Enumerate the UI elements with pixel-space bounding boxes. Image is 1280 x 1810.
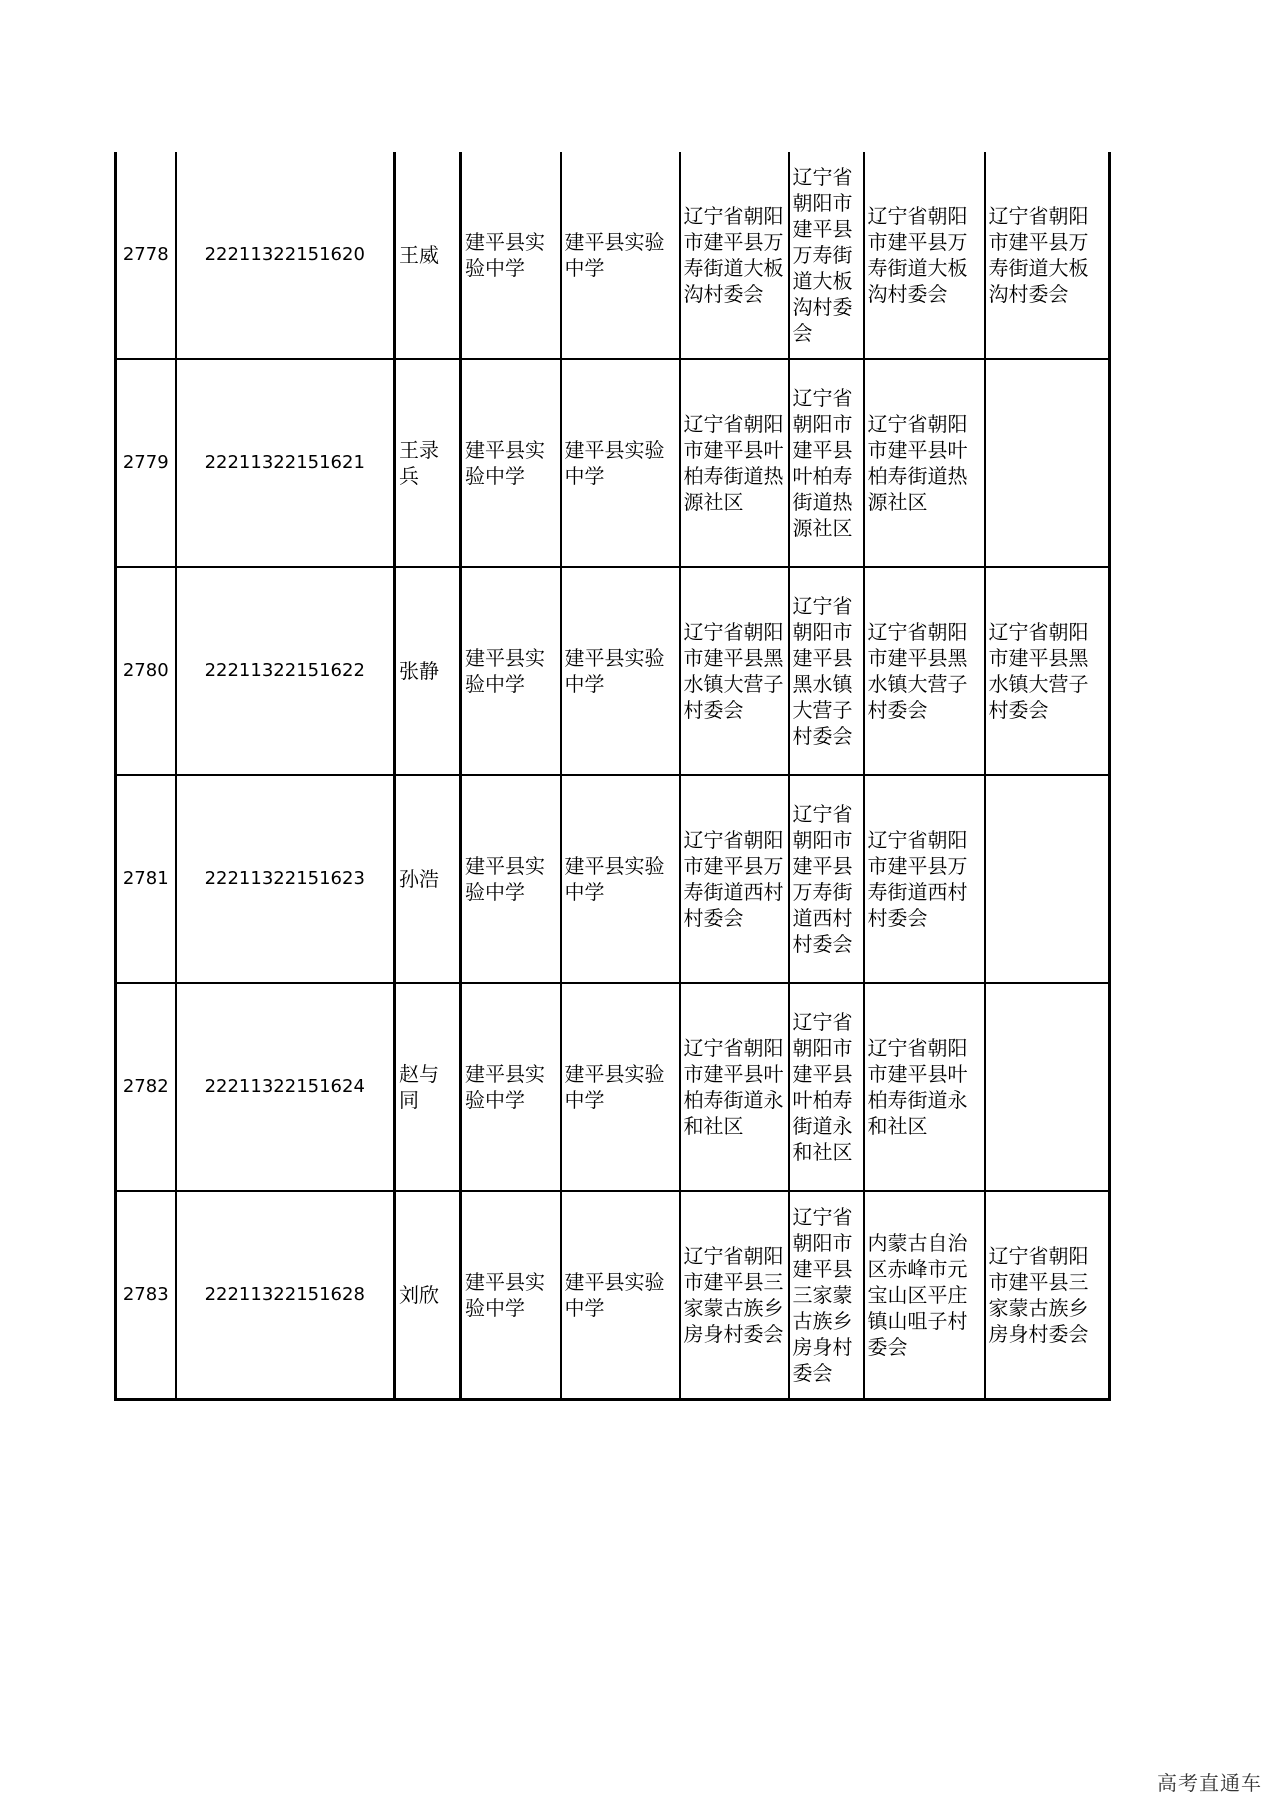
row-number-cell: 2782	[116, 983, 176, 1191]
table-row	[116, 152, 1110, 359]
row-number-cell: 2778	[116, 152, 176, 359]
table-row	[116, 359, 1110, 567]
school-name-cell: 建平县实验中学	[461, 152, 561, 359]
household-address-cell: 辽宁省朝阳市建平县三家蒙古族乡房身村委会	[680, 1191, 789, 1400]
guardian-address-cell: 辽宁省朝阳市建平县黑水镇大营子村委会	[985, 567, 1110, 775]
student-id-cell: 22211322151621	[176, 359, 395, 567]
table-row	[116, 567, 1110, 775]
student-id-cell: 22211322151623	[176, 775, 395, 983]
student-name-cell: 王录兵	[395, 359, 461, 567]
household-address-cell: 辽宁省朝阳市建平县万寿街道大板沟村委会	[680, 152, 789, 359]
home-address-cell: 辽宁省朝阳市建平县黑水镇大营子村委会	[864, 567, 985, 775]
household-address-cell: 辽宁省朝阳市建平县叶柏寿街道永和社区	[680, 983, 789, 1191]
school-name-cell: 建平县实验中学	[461, 1191, 561, 1400]
student-name-cell: 赵与同	[395, 983, 461, 1191]
household-address-cell: 辽宁省朝阳市建平县叶柏寿街道热源社区	[680, 359, 789, 567]
unit-name-cell: 建平县实验中学	[561, 359, 680, 567]
household-address-cell: 辽宁省朝阳市建平县万寿街道西村村委会	[680, 775, 789, 983]
origin-address-cell: 辽宁省朝阳市建平县万寿街道西村村委会	[789, 775, 864, 983]
guardian-address-cell	[985, 775, 1110, 983]
row-number-cell: 2779	[116, 359, 176, 567]
origin-address-cell: 辽宁省朝阳市建平县三家蒙古族乡房身村委会	[789, 1191, 864, 1400]
row-number-cell: 2780	[116, 567, 176, 775]
origin-address-cell: 辽宁省朝阳市建平县万寿街道大板沟村委会	[789, 152, 864, 359]
student-table	[114, 152, 1111, 1401]
table-row	[116, 1191, 1110, 1400]
school-name-cell: 建平县实验中学	[461, 359, 561, 567]
home-address-cell: 辽宁省朝阳市建平县万寿街道西村村委会	[864, 775, 985, 983]
table-body	[116, 152, 1110, 1400]
home-address-cell: 辽宁省朝阳市建平县万寿街道大板沟村委会	[864, 152, 985, 359]
home-address-cell: 内蒙古自治区赤峰市元宝山区平庄镇山咀子村委会	[864, 1191, 985, 1400]
watermark: 高考直通车	[1157, 1771, 1262, 1795]
unit-name-cell: 建平县实验中学	[561, 775, 680, 983]
row-number-cell: 2783	[116, 1191, 176, 1400]
student-id-cell: 22211322151620	[176, 152, 395, 359]
school-name-cell: 建平县实验中学	[461, 567, 561, 775]
unit-name-cell: 建平县实验中学	[561, 983, 680, 1191]
guardian-address-cell: 辽宁省朝阳市建平县三家蒙古族乡房身村委会	[985, 1191, 1110, 1400]
table-row	[116, 775, 1110, 983]
guardian-address-cell	[985, 359, 1110, 567]
origin-address-cell: 辽宁省朝阳市建平县叶柏寿街道永和社区	[789, 983, 864, 1191]
table-row	[116, 983, 1110, 1191]
student-id-cell: 22211322151628	[176, 1191, 395, 1400]
guardian-address-cell: 辽宁省朝阳市建平县万寿街道大板沟村委会	[985, 152, 1110, 359]
student-id-cell: 22211322151622	[176, 567, 395, 775]
student-name-cell: 王威	[395, 152, 461, 359]
school-name-cell: 建平县实验中学	[461, 983, 561, 1191]
school-name-cell: 建平县实验中学	[461, 775, 561, 983]
unit-name-cell: 建平县实验中学	[561, 567, 680, 775]
guardian-address-cell	[985, 983, 1110, 1191]
household-address-cell: 辽宁省朝阳市建平县黑水镇大营子村委会	[680, 567, 789, 775]
student-name-cell: 孙浩	[395, 775, 461, 983]
unit-name-cell: 建平县实验中学	[561, 1191, 680, 1400]
home-address-cell: 辽宁省朝阳市建平县叶柏寿街道永和社区	[864, 983, 985, 1191]
student-id-cell: 22211322151624	[176, 983, 395, 1191]
student-name-cell: 张静	[395, 567, 461, 775]
unit-name-cell: 建平县实验中学	[561, 152, 680, 359]
row-number-cell: 2781	[116, 775, 176, 983]
origin-address-cell: 辽宁省朝阳市建平县叶柏寿街道热源社区	[789, 359, 864, 567]
student-name-cell: 刘欣	[395, 1191, 461, 1400]
home-address-cell: 辽宁省朝阳市建平县叶柏寿街道热源社区	[864, 359, 985, 567]
origin-address-cell: 辽宁省朝阳市建平县黑水镇大营子村委会	[789, 567, 864, 775]
